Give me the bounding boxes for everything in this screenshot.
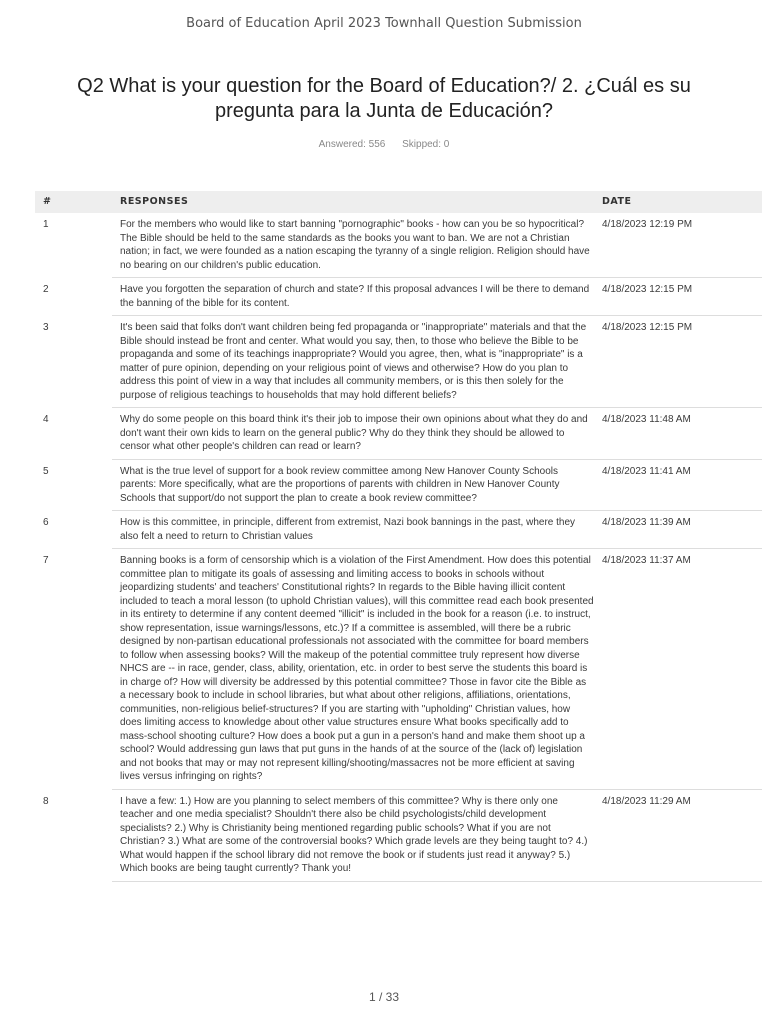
row-number: 1 [35, 213, 112, 278]
row-number: 3 [35, 316, 112, 408]
row-date: 4/18/2023 11:29 AM [594, 789, 762, 881]
responses-table [35, 191, 762, 882]
skipped-count: Skipped: 0 [402, 139, 450, 150]
table-row [35, 789, 762, 881]
table-row [35, 459, 762, 511]
answered-count: Answered: 556 [318, 139, 386, 150]
row-number: 8 [35, 789, 112, 881]
row-date: 4/18/2023 11:41 AM [594, 459, 762, 511]
row-number: 5 [35, 459, 112, 511]
table-row [35, 213, 762, 278]
table-header-row [35, 191, 762, 213]
document-header: Board of Education April 2023 Townhall Question Submission [186, 16, 582, 31]
row-response: Banning books is a form of censorship which is a violation of the First Amendment. How does this potential committee plan to mitigate its goals of assessing and limiting access to books in schools without jeopardizing students' and teachers' Constitutional rights? In regards to the Bible having illicit content included to teach a moral lesson (to uphold Christian values), will this committee read each book presented in its entirety to determine if any content deemed "illicit" is included in the book for a reason (i.e. to instruct, show representation, issue warnings/lessons, etc.)? If a committee is assembled, will there be a rubric designed by non-partisan educational professionals not associated with the committee for board members to follow when assessing books? Will the makeup of the potential committee truly represent how diverse NHCS are -- in race, gender, class, ability, orientation, etc. in order to best serve the students this board is in charge of? How will diversity be addressed by this potential committee? Those in favor cite the Bible as a necessary book to include in school libraries, but what about other religions, affiliations, orientations, communities, non-religious belief-structures? If you are starting with "upholding" Christian values, how does limiting access to knowledge about other value structures ensure What books specifically add to mass-school shooting culture? How does a book put a gun in a person's hand and make them shoot up a school? Would addressing gun laws that put guns in the hands of at the source of the (lack of) legislation and not books that may or may not represent killing/shooting/massacres not be more efficient at saving lives versus infringing on rights? [112, 549, 594, 790]
row-date: 4/18/2023 12:15 PM [594, 278, 762, 316]
row-date: 4/18/2023 12:19 PM [594, 213, 762, 278]
table-row [35, 278, 762, 316]
row-response: What is the true level of support for a book review committee among New Hanover County Schools parents: More specifically, what are the proportions of parents with children in New Hanover County Schools that support/do not support the plan to create a book review committee? [112, 459, 594, 511]
question-title: Q2 What is your question for the Board of Education?/ 2. ¿Cuál es su pregunta para la Junta de Educación? [77, 75, 691, 122]
row-number: 2 [35, 278, 112, 316]
row-number: 7 [35, 549, 112, 790]
row-date: 4/18/2023 11:39 AM [594, 511, 762, 549]
page-number: 1 / 33 [368, 990, 400, 1004]
row-date: 4/18/2023 11:37 AM [594, 549, 762, 790]
row-response: How is this committee, in principle, different from extremist, Nazi book bannings in the past, where they also felt a need to return to Christian values [112, 511, 594, 549]
row-date: 4/18/2023 11:48 AM [594, 408, 762, 460]
table-row [35, 549, 762, 790]
row-response: Why do some people on this board think it's their job to impose their own opinions about what they do and don't want their own kids to learn on the general public? Why do they think they should be allowed to censor what other people's children can read or learn? [112, 408, 594, 460]
table-row [35, 316, 762, 408]
response-stats [0, 139, 768, 150]
table-row [35, 408, 762, 460]
row-date: 4/18/2023 12:15 PM [594, 316, 762, 408]
row-response: I have a few: 1.) How are you planning to select members of this committee? Why is there only one teacher and one media specialist? Shouldn't there also be child psychologists/child development specialists? 2.) Why is Christianity being mentioned regarding public schools? What if you are not Christian? 3.) What are some of the controversial books? Which grade levels are they being taught to? 4.) What would happen if the school library did not remove the book or if students just read it anyway? 5.) Which books are being taught currently? Thank you! [112, 789, 594, 881]
row-number: 4 [35, 408, 112, 460]
row-response: For the members who would like to start banning "pornographic" books - how can you be so hypocritical? The Bible should be held to the same standards as the books you want to ban. We are not a Christian nation; in fact, we were founded as a nation escaping the tyranny of a single religion. Religion should have no bearing on our children's public education. [112, 213, 594, 278]
row-response: Have you forgotten the separation of church and state? If this proposal advances I will be there to demand the banning of the bible for its content. [112, 278, 594, 316]
row-response: It's been said that folks don't want children being fed propaganda or "inappropriate" materials and that the Bible should instead be front and center. What would you say, then, to those who believe the Bible to be propaganda and some of its teachings inappropriate? Would you agree, then, what is "inappropriate" is a matter of pure opinion, depending on your religious point of views and otherwise? How do you plan to address this point of view in a way that includes all community members, or is this then solely for the purpose of religious teachings to households that may hold different beliefs? [112, 316, 594, 408]
row-number: 6 [35, 511, 112, 549]
column-header-number: # [35, 191, 112, 213]
column-header-responses: RESPONSES [112, 191, 594, 213]
table-row [35, 511, 762, 549]
column-header-date: DATE [594, 191, 762, 213]
